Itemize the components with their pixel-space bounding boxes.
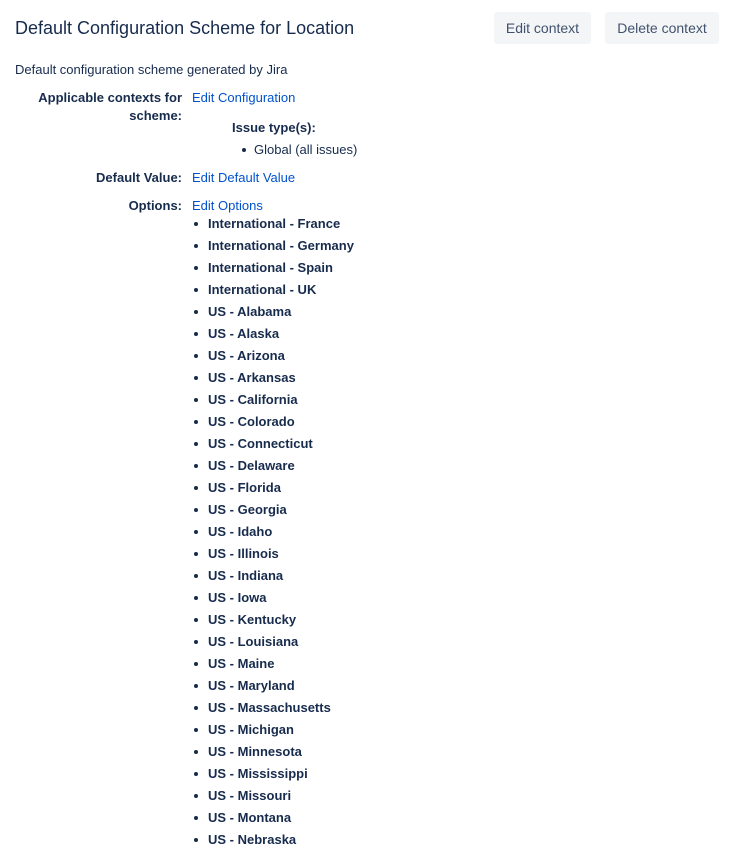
default-value-value — [192, 169, 295, 187]
option-item: US - Arkansas — [192, 368, 354, 390]
option-item: US - Iowa — [192, 588, 354, 610]
option-item: US - Louisiana — [192, 632, 354, 654]
edit-default-value-link[interactable]: Edit Default Value — [192, 170, 296, 185]
option-item: US - Mississippi — [192, 764, 354, 786]
edit-options-link[interactable]: Edit Options — [192, 198, 263, 213]
issue-types-section — [232, 119, 357, 159]
option-item: International - Spain — [192, 258, 354, 280]
applicable-contexts-label: Applicable contexts for scheme: — [38, 90, 182, 123]
edit-configuration-link[interactable]: Edit Configuration — [192, 90, 296, 105]
option-item: US - Idaho — [192, 522, 354, 544]
option-item: US - Maine — [192, 654, 354, 676]
option-item: US - Colorado — [192, 412, 354, 434]
option-item: US - Arizona — [192, 346, 354, 368]
option-item: US - Missouri — [192, 786, 354, 808]
option-item: US - Massachusetts — [192, 698, 354, 720]
option-item: US - Montana — [192, 808, 354, 830]
scheme-description: Default configuration scheme generated by Jira — [15, 62, 288, 77]
applicable-contexts-value — [192, 89, 295, 107]
issue-types-list — [232, 141, 357, 159]
issue-types-heading: Issue type(s): — [232, 120, 316, 135]
option-item: International - France — [192, 214, 354, 236]
issue-type-item: Global (all issues) — [232, 141, 357, 159]
option-item: US - Alabama — [192, 302, 354, 324]
option-item: US - Indiana — [192, 566, 354, 588]
option-item: US - Kentucky — [192, 610, 354, 632]
delete-context-button[interactable]: Delete context — [605, 12, 719, 44]
options-value — [192, 197, 263, 215]
option-item: International - UK — [192, 280, 354, 302]
option-item: US - Florida — [192, 478, 354, 500]
edit-context-button[interactable]: Edit context — [494, 12, 591, 44]
option-item: US - Delaware — [192, 456, 354, 478]
option-item: US - Alaska — [192, 324, 354, 346]
options-label: Options: — [128, 198, 182, 213]
option-item: US - Minnesota — [192, 742, 354, 764]
option-item: International - Germany — [192, 236, 354, 258]
option-item: US - Illinois — [192, 544, 354, 566]
option-item: US - Maryland — [192, 676, 354, 698]
default-value-label: Default Value: — [96, 170, 182, 185]
option-item: US - Nebraska — [192, 830, 354, 852]
option-item: US - California — [192, 390, 354, 412]
option-item: US - Connecticut — [192, 434, 354, 456]
option-item: US - Georgia — [192, 500, 354, 522]
option-item: US - Michigan — [192, 720, 354, 742]
options-list — [192, 214, 354, 852]
page-title: Default Configuration Scheme for Location — [15, 18, 355, 38]
